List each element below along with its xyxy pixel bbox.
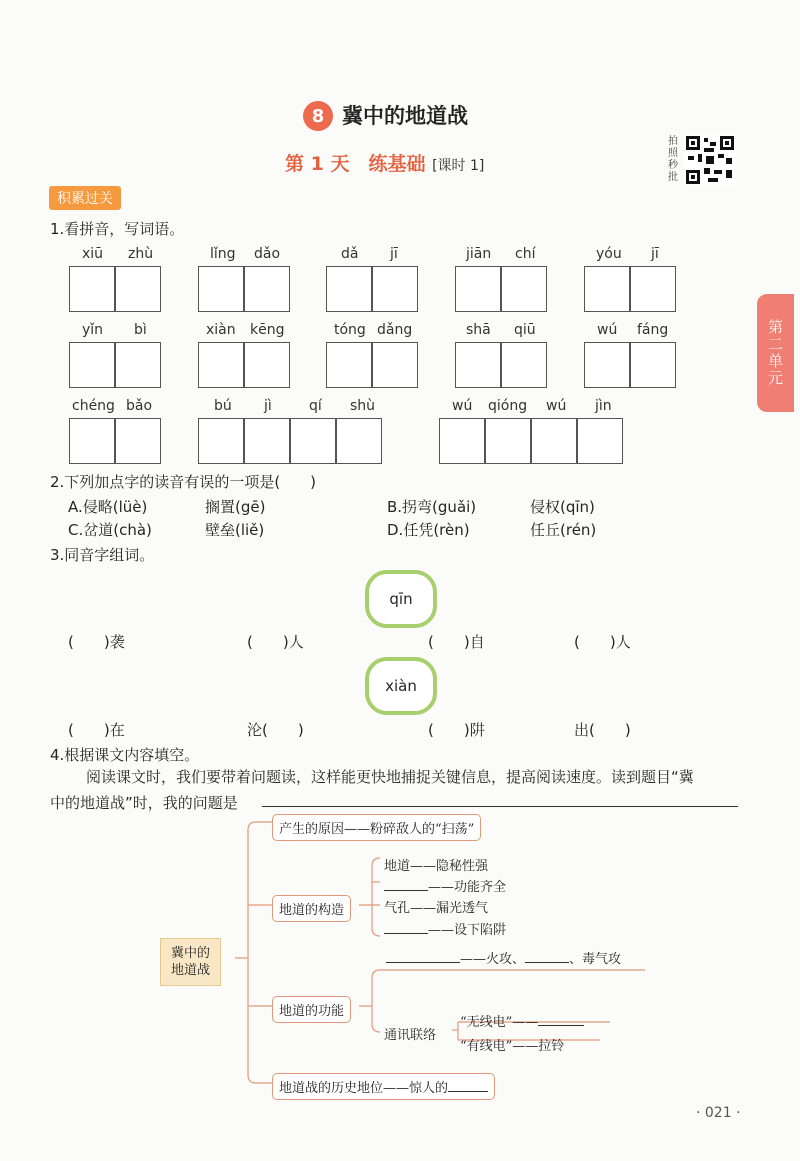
mindmap-root-line1: 冀中的 (171, 946, 211, 961)
pinyin: chéng (72, 398, 115, 414)
page-number: · 021 · (696, 1105, 741, 1121)
q4-paragraph-line1: 阅读课文时，我们要带着问题读，这样能更快地捕捉关键信息，提高阅读速度。读到题目“冀 (86, 768, 694, 786)
function-attack[interactable] (386, 948, 621, 967)
fill-blank[interactable]: ( )阱 (428, 721, 485, 739)
pinyin: qí (309, 398, 322, 414)
comm-wireless-text: “无线电”—— (460, 1015, 539, 1030)
pinyin: yǐn (82, 322, 104, 338)
fill-blank[interactable]: ( )人 (247, 633, 304, 651)
day-title-text: 第 1 天 练基础 (285, 153, 426, 175)
option-a[interactable]: A.侵略(lüè) (68, 498, 148, 516)
q1-title: 1.看拼音，写词语。 (50, 220, 185, 238)
pinyin: dǎ (341, 246, 359, 262)
history-text: 地道战的历史地位——惊人的 (279, 1081, 449, 1096)
option-c[interactable]: C.岔道(chà) (68, 521, 152, 539)
fill-blank[interactable]: ( )人 (574, 633, 631, 651)
pinyin: jī (651, 246, 659, 262)
function-attack-text: ——火攻、 (460, 952, 526, 967)
fill-blank[interactable]: 沦( ) (247, 721, 304, 739)
option-c-extra: 壁垒(liě) (205, 521, 265, 539)
pinyin: xiàn (206, 322, 236, 338)
q3-title: 3.同音字组词。 (50, 546, 155, 564)
period-label: [课时 1] (432, 158, 485, 174)
pinyin: qiū (514, 322, 536, 338)
mindmap-history[interactable] (272, 1073, 495, 1100)
mindmap-root-line2: 地道战 (171, 963, 211, 978)
lesson-number-badge: 8 (303, 101, 333, 131)
pinyin: lǐng (210, 246, 236, 262)
pinyin: xiū (82, 246, 104, 262)
mindmap-root (160, 938, 221, 986)
comm-wireless[interactable] (460, 1011, 584, 1030)
pinyin: dǎng (377, 322, 413, 338)
q4-paragraph-line2: 中的地道战”时，我的问题是 (50, 794, 238, 812)
option-b[interactable]: B.拐弯(guǎi) (387, 498, 477, 516)
pinyin: chí (515, 246, 536, 262)
pinyin: kēng (250, 322, 285, 338)
mindmap-cause: 产生的原因——粉碎敌人的“扫荡” (272, 814, 481, 841)
pinyin: fáng (637, 322, 669, 338)
mindmap-structure: 地道的构造 (272, 895, 351, 922)
pinyin: tóng (334, 322, 366, 338)
section-tag: 积累过关 (49, 186, 121, 210)
option-d-extra: 任丘(rén) (530, 521, 597, 539)
structure-item: 地道——隐秘性强 (384, 859, 489, 874)
pinyin: bì (134, 322, 147, 338)
option-d[interactable]: D.任凭(rèn) (387, 521, 470, 539)
structure-item-text: ——功能齐全 (428, 880, 507, 895)
fill-blank[interactable]: 出( ) (574, 721, 631, 739)
lesson-title: 冀中的地道战 (342, 104, 468, 128)
comm-wired: “有线电”——拉铃 (460, 1039, 565, 1054)
pinyin: bú (214, 398, 232, 414)
option-a-extra: 搁置(gē) (205, 498, 266, 516)
fill-blank[interactable]: ( )在 (68, 721, 125, 739)
q4-title: 4.根据课文内容填空。 (50, 746, 200, 764)
mindmap-function: 地道的功能 (272, 996, 351, 1023)
pinyin: qióng (488, 398, 528, 414)
unit-side-tab[interactable]: 第二单元 (757, 294, 794, 412)
pinyin: wú (597, 322, 618, 338)
fill-blank[interactable]: ( )袭 (68, 633, 125, 651)
pinyin: jìn (595, 398, 612, 414)
structure-item[interactable] (384, 919, 506, 938)
pinyin: wú (546, 398, 567, 414)
pinyin: jì (264, 398, 272, 414)
fill-blank[interactable]: ( )自 (428, 633, 485, 651)
structure-item[interactable] (384, 876, 506, 895)
structure-item-text: ——设下陷阱 (428, 923, 507, 938)
pinyin: jī (390, 246, 398, 262)
qr-caption: 拍照秒批 (668, 136, 678, 183)
cloud-pinyin: xiàn (385, 677, 417, 695)
pinyin: jiān (466, 246, 492, 262)
structure-item: 气孔——漏光透气 (384, 901, 489, 916)
comm-label: 通讯联络 (384, 1028, 437, 1043)
pinyin: bǎo (126, 398, 153, 414)
pinyin: shā (466, 322, 491, 338)
function-attack-text2: 、毒气攻 (569, 952, 622, 967)
pinyin: dǎo (254, 246, 281, 262)
pinyin: zhù (128, 246, 154, 262)
pinyin: yóu (596, 246, 622, 262)
pinyin: wú (452, 398, 473, 414)
cloud-pinyin: qīn (389, 590, 413, 608)
q2-title[interactable]: 2.下列加点字的读音有误的一项是( ) (50, 473, 317, 491)
pinyin: shù (350, 398, 376, 414)
option-b-extra: 侵权(qīn) (530, 498, 595, 516)
